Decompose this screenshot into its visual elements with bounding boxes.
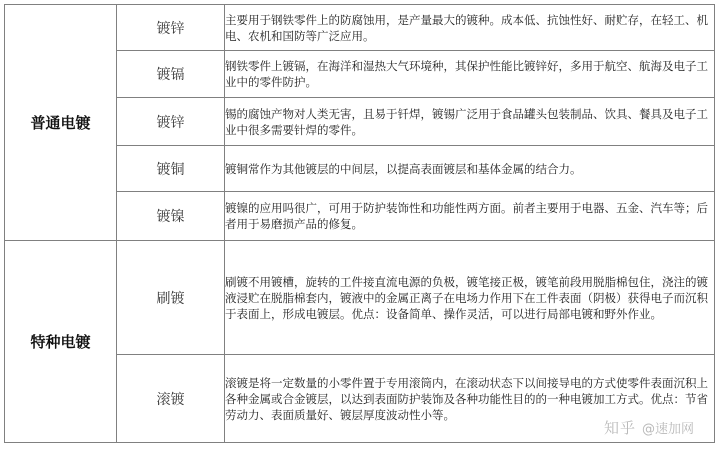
table-row (5, 5, 715, 51)
plating-name-cell: 刷镀 (117, 241, 225, 355)
plating-description-cell: 主要用于钢铁零件上的防腐蚀用，是产量最大的镀种。成本低、抗蚀性好、耐贮存，在轻工、机电、农机和国防等广泛应用。 (225, 5, 715, 51)
watermark (604, 417, 694, 438)
plating-name-cell: 镀镉 (117, 51, 225, 98)
plating-name-cell: 镀锌 (117, 98, 225, 146)
plating-name-cell: 镀铜 (117, 146, 225, 192)
plating-description-cell: 镀铜常作为其他镀层的中间层，以提高表面镀层和基体金属的结合力。 (225, 146, 715, 192)
plating-description-cell: 钢铁零件上镀镉，在海洋和湿热大气环境种，其保护性能比镀锌好，多用于航空、航海及电子工业中的零件防护。 (225, 51, 715, 98)
plating-name-cell: 镀镍 (117, 192, 225, 241)
plating-types-table (4, 4, 715, 443)
table-row (5, 241, 715, 355)
watermark-author: @速加网 (641, 422, 694, 437)
plating-description-cell: 锡的腐蚀产物对人类无害，且易于钎焊，镀锡广泛用于食品罐头包装制品、饮具、餐具及电子工业中很多需要针焊的零件。 (225, 98, 715, 146)
plating-name-cell: 镀锌 (117, 5, 225, 51)
plating-description-cell: 滚镀是将一定数量的小零件置于专用滚筒内，在滚动状态下以间接导电的方式使零件表面沉积上各种金属或合金镀层，以达到表面防护装饰及各种功能性目的的一种电镀加工方式。优点：节省劳动力、表面质量好、镀层厚度波动性小等。 (225, 355, 715, 443)
plating-name-cell: 滚镀 (117, 355, 225, 443)
category-cell-general-plating: 普通电镀 (5, 5, 117, 241)
plating-description-cell: 刷镀不用镀槽，旋转的工件接直流电源的负极，镀笔接正极，镀笔前段用脱脂棉包住，浇注的镀液浸贮在脱脂棉套内，镀液中的金属正离子在电场力作用下在工件表面（阴极）获得电子而沉积于表面上，形成电镀层。优点：设备简单、操作灵活，可以进行局部电镀和野外作业。 (225, 241, 715, 355)
category-cell-special-plating: 特种电镀 (5, 241, 117, 443)
plating-description-cell: 镀镍的应用吗很广，可用于防护装饰性和功能性两方面。前者主要用于电器、五金、汽车等；后者用于易磨损产品的修复。 (225, 192, 715, 241)
watermark-brand: 知乎 (603, 419, 636, 437)
